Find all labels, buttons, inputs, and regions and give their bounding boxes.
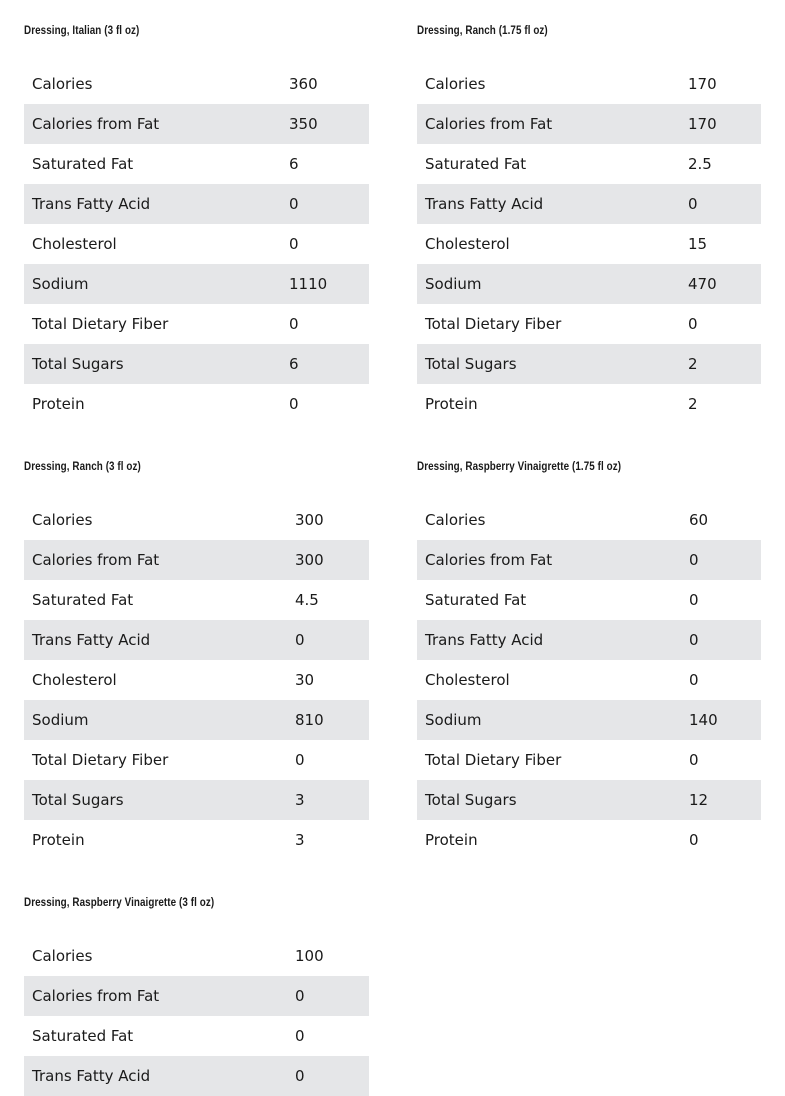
table-row	[24, 780, 369, 820]
table-row	[417, 820, 761, 860]
nutrient-value: 0	[689, 551, 699, 569]
card-title: Dressing, Italian (3 fl oz)	[24, 23, 140, 37]
nutrient-value: 3	[295, 791, 305, 809]
nutrient-name: Total Dietary Fiber	[32, 315, 169, 333]
nutrient-value: 60	[689, 511, 709, 529]
nutrient-value: 4.5	[295, 591, 319, 609]
nutrition-card-raspberry-vinaigrette-175oz	[417, 458, 761, 860]
nutrient-name: Total Sugars	[32, 791, 124, 809]
nutrient-name: Calories	[32, 511, 93, 529]
nutrient-value: 360	[289, 75, 318, 93]
nutrient-name: Cholesterol	[32, 235, 117, 253]
nutrition-table	[24, 500, 369, 860]
nutrient-name: Total Sugars	[32, 355, 124, 373]
nutrient-value: 470	[688, 275, 717, 293]
nutrient-name: Total Sugars	[425, 791, 517, 809]
nutrient-name: Protein	[32, 831, 85, 849]
nutrient-value: 2	[688, 395, 698, 413]
nutrient-value: 1110	[289, 275, 328, 293]
nutrient-name: Calories from Fat	[32, 551, 160, 569]
nutrient-value: 0	[289, 235, 299, 253]
table-row	[417, 620, 761, 660]
table-row	[24, 976, 369, 1016]
nutrient-name: Calories	[425, 511, 486, 529]
nutrient-name: Trans Fatty Acid	[425, 631, 544, 649]
nutrient-name: Trans Fatty Acid	[32, 1067, 151, 1085]
nutrient-value: 30	[295, 671, 315, 689]
nutrient-value: 0	[295, 1067, 305, 1085]
table-row	[24, 500, 369, 540]
nutrition-table	[24, 64, 369, 424]
nutrient-name: Saturated Fat	[32, 1027, 134, 1045]
nutrient-name: Total Dietary Fiber	[32, 751, 169, 769]
table-row	[417, 104, 761, 144]
table-row	[417, 224, 761, 264]
nutrient-name: Cholesterol	[425, 235, 510, 253]
nutrient-name: Protein	[425, 831, 478, 849]
nutrient-name: Calories	[32, 75, 93, 93]
nutrient-value: 170	[688, 75, 717, 93]
nutrient-value: 300	[295, 511, 324, 529]
nutrient-name: Trans Fatty Acid	[32, 195, 151, 213]
nutrient-value: 15	[688, 235, 708, 253]
table-row	[24, 700, 369, 740]
table-row	[24, 384, 369, 424]
table-row	[417, 580, 761, 620]
table-row	[24, 1016, 369, 1056]
nutrient-name: Saturated Fat	[425, 155, 527, 173]
nutrient-value: 0	[295, 751, 305, 769]
nutrient-value: 6	[289, 155, 299, 173]
table-row	[24, 184, 369, 224]
card-title: Dressing, Raspberry Vinaigrette (1.75 fl oz)	[417, 459, 622, 473]
card-title: Dressing, Ranch (1.75 fl oz)	[417, 23, 548, 37]
nutrient-value: 0	[289, 315, 299, 333]
table-row	[24, 264, 369, 304]
nutrient-value: 0	[295, 631, 305, 649]
nutrient-value: 810	[295, 711, 324, 729]
nutrition-table	[24, 936, 369, 1096]
nutrient-name: Calories	[32, 947, 93, 965]
nutrition-card-ranch-3oz	[24, 458, 369, 860]
nutrient-value: 0	[689, 671, 699, 689]
table-row	[417, 700, 761, 740]
table-row	[24, 740, 369, 780]
nutrient-value: 2.5	[688, 155, 712, 173]
nutrient-value: 0	[688, 195, 698, 213]
nutrient-name: Saturated Fat	[32, 155, 134, 173]
nutrient-name: Sodium	[425, 711, 482, 729]
nutrient-name: Protein	[32, 395, 85, 413]
nutrient-value: 0	[689, 831, 699, 849]
table-row	[417, 780, 761, 820]
nutrient-value: 0	[295, 1027, 305, 1045]
nutrient-value: 140	[689, 711, 718, 729]
nutrient-value: 6	[289, 355, 299, 373]
nutrient-name: Calories from Fat	[425, 115, 553, 133]
nutrient-name: Cholesterol	[425, 671, 510, 689]
nutrition-card-ranch-175oz	[417, 22, 761, 424]
table-row	[24, 144, 369, 184]
table-row	[417, 540, 761, 580]
table-row	[417, 740, 761, 780]
nutrient-value: 300	[295, 551, 324, 569]
nutrient-value: 100	[295, 947, 324, 965]
nutrition-card-italian-3oz	[24, 22, 369, 424]
table-row	[24, 620, 369, 660]
nutrient-name: Total Sugars	[425, 355, 517, 373]
nutrient-name: Sodium	[32, 711, 89, 729]
nutrient-value: 0	[289, 395, 299, 413]
nutrient-name: Calories from Fat	[32, 987, 160, 1005]
table-row	[24, 540, 369, 580]
nutrient-name: Sodium	[425, 275, 482, 293]
table-row	[24, 344, 369, 384]
nutrient-value: 3	[295, 831, 305, 849]
table-row	[24, 104, 369, 144]
table-row	[417, 304, 761, 344]
table-row	[417, 500, 761, 540]
table-row	[417, 144, 761, 184]
nutrient-name: Saturated Fat	[425, 591, 527, 609]
nutrient-name: Total Dietary Fiber	[425, 315, 562, 333]
table-row	[417, 344, 761, 384]
table-row	[24, 1056, 369, 1096]
table-row	[24, 304, 369, 344]
nutrient-name: Trans Fatty Acid	[32, 631, 151, 649]
nutrition-table	[417, 64, 761, 424]
card-title: Dressing, Ranch (3 fl oz)	[24, 459, 141, 473]
nutrient-name: Trans Fatty Acid	[425, 195, 544, 213]
nutrient-value: 350	[289, 115, 318, 133]
table-row	[417, 264, 761, 304]
nutrient-value: 0	[688, 315, 698, 333]
nutrient-name: Sodium	[32, 275, 89, 293]
table-row	[24, 580, 369, 620]
nutrient-value: 0	[295, 987, 305, 1005]
nutrient-value: 0	[689, 631, 699, 649]
nutrition-table	[417, 500, 761, 860]
nutrient-value: 0	[289, 195, 299, 213]
nutrient-name: Total Dietary Fiber	[425, 751, 562, 769]
table-row	[24, 936, 369, 976]
nutrient-name: Calories from Fat	[425, 551, 553, 569]
nutrient-name: Calories from Fat	[32, 115, 160, 133]
nutrient-value: 170	[688, 115, 717, 133]
nutrition-card-raspberry-vinaigrette-3oz	[24, 894, 369, 1096]
nutrient-value: 0	[689, 591, 699, 609]
table-row	[417, 384, 761, 424]
nutrient-name: Protein	[425, 395, 478, 413]
table-row	[417, 64, 761, 104]
nutrient-value: 0	[689, 751, 699, 769]
nutrient-name: Calories	[425, 75, 486, 93]
nutrient-name: Cholesterol	[32, 671, 117, 689]
table-row	[24, 224, 369, 264]
table-row	[417, 184, 761, 224]
nutrient-name: Saturated Fat	[32, 591, 134, 609]
table-row	[24, 820, 369, 860]
table-row	[24, 64, 369, 104]
table-row	[417, 660, 761, 700]
table-row	[24, 660, 369, 700]
nutrient-value: 2	[688, 355, 698, 373]
nutrient-value: 12	[689, 791, 709, 809]
card-title: Dressing, Raspberry Vinaigrette (3 fl oz)	[24, 895, 215, 909]
